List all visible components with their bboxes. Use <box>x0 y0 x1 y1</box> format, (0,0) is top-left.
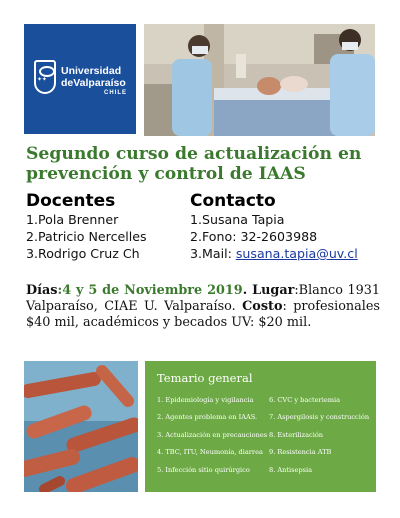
dias-value: :4 y 5 de Noviembre 2019 <box>57 283 243 298</box>
temario-item: 9. Resistencia ATB <box>269 448 332 456</box>
temario-item: 4. TBC, ITU, Neumonía, diarrea <box>157 448 263 456</box>
docente-item: 2.Patricio Nercelles <box>26 229 147 244</box>
temario-title: Temario general <box>157 371 253 385</box>
temario-item: 1. Epidemiología y vigilancia <box>157 396 254 404</box>
course-title: Segundo curso de actualización en prevención y control de IAAS <box>26 144 362 184</box>
costo-label: Costo <box>242 299 283 314</box>
docente-item: 3.Rodrigo Cruz Ch <box>26 246 140 261</box>
university-logo <box>24 24 136 134</box>
temario-item: 8. Esterilización <box>269 431 324 439</box>
lugar-label: . Lugar <box>242 283 295 298</box>
contacto-phone: 2.Fono: 32-2603988 <box>190 229 318 244</box>
contacto-mail-row <box>190 245 358 262</box>
contacto-name: 1.Susana Tapia <box>190 212 285 227</box>
university-crest-icon <box>34 60 56 94</box>
docentes-list <box>26 211 147 262</box>
contacto-mail-label: 3.Mail: <box>190 246 236 261</box>
contacto-mail-link[interactable]: susana.tapia@uv.cl <box>235 246 358 261</box>
contacto-heading: Contacto <box>190 191 276 211</box>
docentes-heading: Docentes <box>26 191 116 211</box>
docente-item: 1.Pola Brenner <box>26 212 119 227</box>
contacto-list <box>190 211 358 262</box>
logo-text-line1: Universidad <box>61 65 122 77</box>
temario-panel <box>145 361 376 492</box>
course-info <box>26 283 380 331</box>
temario-item: 3. Actualización en precauciones <box>157 431 268 439</box>
dias-label: Días <box>26 283 58 298</box>
logo-text-line2: deValparaíso <box>61 77 126 89</box>
hospital-photo <box>144 24 375 136</box>
temario-item: 8. Antisepsia <box>269 466 313 474</box>
temario-item: 7. Aspergilosis y construcción <box>269 413 370 421</box>
logo-text-line3: CHILE <box>104 90 127 96</box>
costo-value: : profesionales $40 mil, académicos y becados UV: $20 mil. <box>26 299 380 330</box>
bacteria-photo <box>24 361 138 492</box>
lugar-value: :Blanco 1931 Valparaíso, CIAE U. Valparaíso. <box>26 283 381 314</box>
temario-item: 5. Infección sitio quirúrgico <box>157 466 250 474</box>
temario-item: 6. CVC y bacteriemia <box>269 396 341 404</box>
temario-item: 2. Agentes problema en IAAS. <box>157 413 258 421</box>
